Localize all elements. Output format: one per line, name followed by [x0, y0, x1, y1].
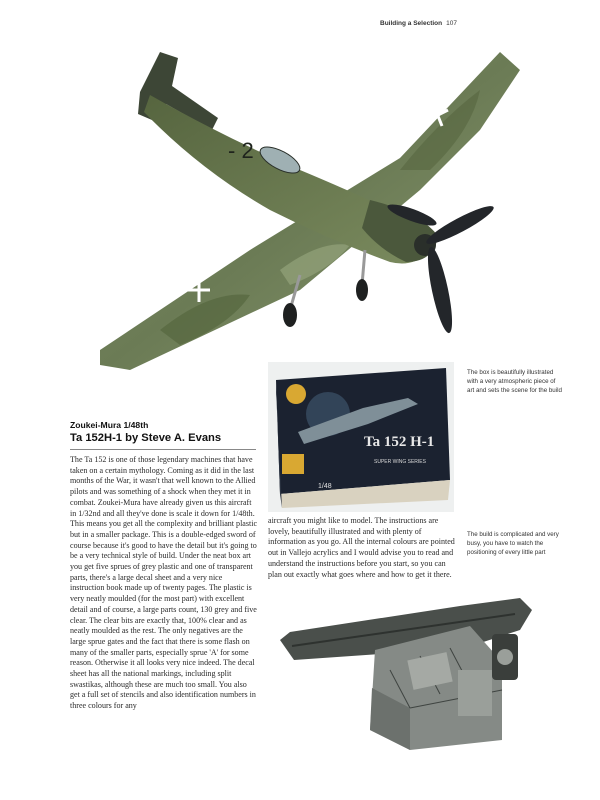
- kit-box-photo-frame: [268, 362, 454, 512]
- svg-text:- 2: - 2: [228, 138, 254, 163]
- box-title-text: Ta 152 H-1: [364, 434, 435, 450]
- body-text-column-2: aircraft you might like to model. The instructions are lovely, beautifully illustrated and with plenty of information as you go. All the internal colours are pointed out in Vallejo acrylics and I would advise you to read and understand the instructions before you start, so you can plan out exactly what goes where and how to get it there.: [268, 516, 455, 579]
- article-column-2: [268, 516, 458, 580]
- box-subtitle-text: SUPER WING SERIES: [374, 459, 426, 465]
- kit-box-photo: [268, 362, 454, 512]
- box-scale-text: 1/48: [318, 483, 332, 490]
- box-caption: The box is beautifully illustrated with a very atmospheric piece of art and sets the scene for the build: [467, 369, 562, 394]
- section-title: Building a Selection: [380, 20, 443, 27]
- page-number: 107: [446, 20, 457, 27]
- running-header: [380, 20, 457, 27]
- aircraft-model-photo: [100, 40, 520, 370]
- parts-caption: The build is complicated and very busy, you have to watch the positioning of every little part: [467, 531, 559, 556]
- body-text-column-1: The Ta 152 is one of those legendary machines that have taken on a certain mythology. Coming as it did in the last months of the War, it wasn't that well known to the Allied pilots and was something of a shock when they met it in combat. Zoukei-Mura have already given us this aircraft in 1/32nd and all they've done is scale it down for 1/48th. This means you get all the complexity and brilliant plastic but in a smaller package. This is a double-edged sword of course because it's good to have the detail but it's going to be a very technical style of build. Under the neat box art you get five sprues of grey plastic and one of transparent parts, there's a large decal sheet and a very nice instruction book made up of twenty pages. The plastic is very neatly moulded (for the most part) with excellent detail and of course, a large parts count, 130 grey and five clear. The clear bits are exactly that, 100% clear and as neatly moulded as the rest. The only negatives are the large sprue gates and the fact that there is some flash on many of the smaller parts, especially sprue 'A' for some reason. Otherwise it all looks very nice indeed. The decal sheet has all the national markings, including split swastikas, although these are much too small. You also get a full set of stencils and also identification numbers in three colours for any: [70, 455, 258, 711]
- article-column-1: [70, 455, 258, 712]
- article-kicker: Zoukei-Mura 1/48th: [70, 420, 149, 430]
- fuselage-parts-photo: [270, 590, 545, 755]
- article-title: Ta 152H-1 by Steve A. Evans: [70, 432, 222, 444]
- title-divider: [70, 449, 256, 450]
